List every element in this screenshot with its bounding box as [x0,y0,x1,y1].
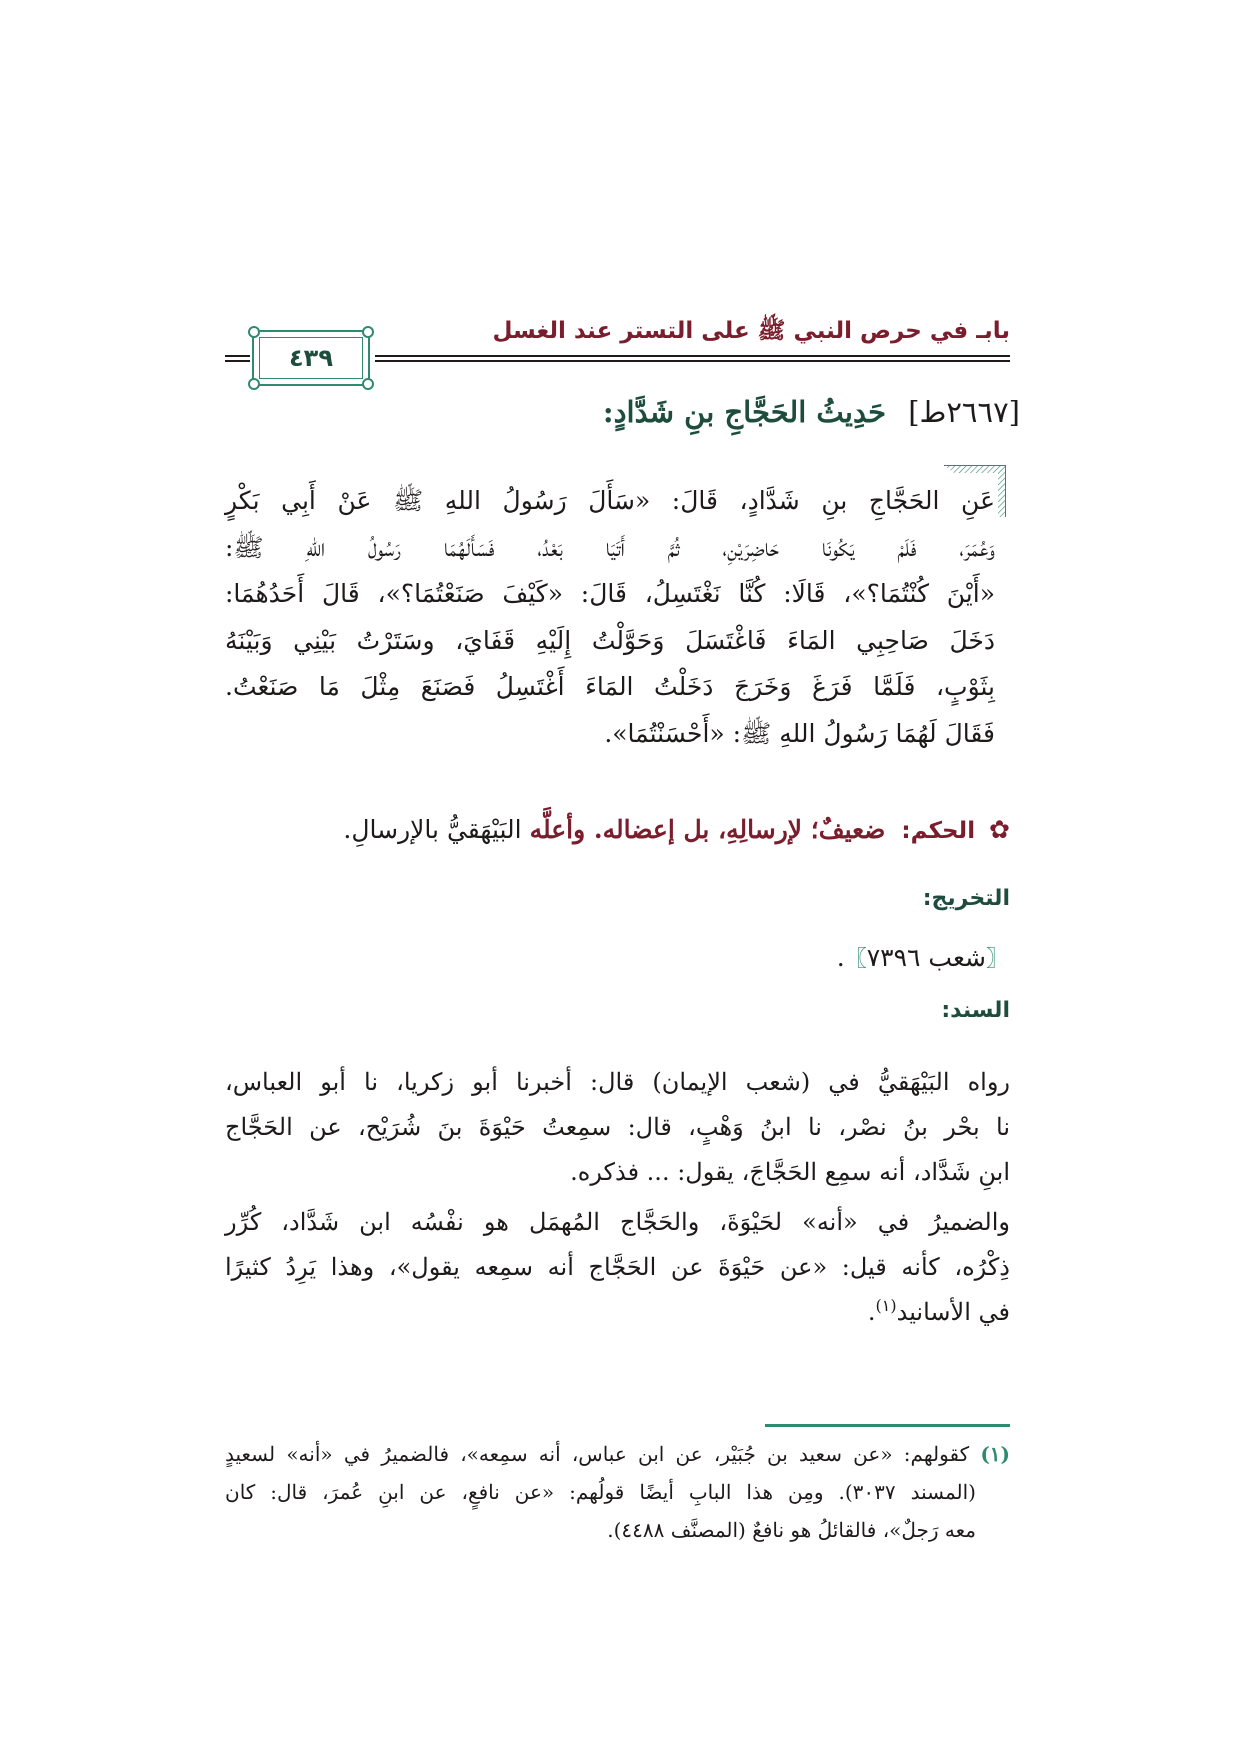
footnote [225,1435,1010,1549]
matn-line: بِثَوْبٍ، فَلَمَّا فَرَغَ وَخَرَجَ دَخَلْتُ المَاءَ أَغْتَسِلُ فَصَنَعَ مِثْلَ مَا صَنَعْتُ. [225,672,995,701]
hadith-number: [٢٦٦٧ط] [908,395,1020,429]
header-rule [375,360,1010,362]
footnote-line [225,1435,1010,1473]
footnote-line-text: كقولهم: «عن سعيد بن جُبَيْر، عن ابن عباس، أنه سمِعه»، فالضميرُ في «أنه» لسعيدٍ [225,1442,970,1466]
footnote-marker[interactable]: (١) [875,1296,897,1315]
badge-corner-icon [362,326,374,338]
sanad-line: نا بحْر بنُ نصْر، نا ابنُ وَهْبٍ، قال: سمِعتُ حَيْوَةَ بنَ شُرَيْح، عن الحَجَّاج [225,1113,1010,1141]
header-rule [225,355,250,357]
takhrij-ref-text: شعب ٧٣٩٦ [866,943,986,972]
matn-line: «أَيْنَ كُنْتُمَا؟»، قَالَا: كُنَّا نَغْتَسِلُ، قَالَ: «كَيْفَ صَنَعْتُمَا؟»، قَالَ أَحَدُهُمَا: [225,579,995,608]
commentary-paragraph [225,1200,1010,1335]
running-header-title: بابـ في حرص النبي ﷺ على التستر عند الغسل [492,318,1010,344]
takhrij-heading: التخريج: [922,886,1010,911]
ruling [225,810,1010,851]
sanad-heading: السند: [941,998,1010,1023]
footnote-number: (١) [980,1442,1011,1466]
sanad-line: رواه البَيْهَقيُّ في (شعب الإيمان) قال: أخبرنا أبو زكريا، نا أبو العباس، [225,1068,1010,1096]
header-rule [225,360,250,362]
matn-line: دَخَلَ صَاحِبِي المَاءَ فَاغْتَسَلَ وَحَوَّلْتُ إِلَيْهِ قَفَايَ، وسَتَرْتُ بَيْنِي وَبَيْنَهُ [225,625,995,655]
commentary-line-text: في الأسانيد [896,1298,1010,1326]
commentary-end: . [867,1298,876,1326]
header-rule [375,355,1010,357]
bracket-close: 〗 [844,947,867,972]
hadith-matn [225,478,995,757]
matn-line: وَعُمَرَ، فَلَمْ يَكُونَا حَاضِرَيْنِ، ثُمَّ أَتَيَا بَعْدُ، فَسَأَلَهُمَا رَسُولُ اللهِ ﷺ: [225,532,995,562]
footnote-line: معه رَجلٌ»، فالقائلُ هو نافعٌ (المصنَّف ٤٤٨٨). [607,1518,976,1542]
page-number: ٤٣٩ [259,337,363,379]
hadith-heading [420,392,1020,432]
ruling-rest: البَيْهَقيُّ بالإرسالِ. [343,815,522,844]
footnote-line: (المسند ٣٠٣٧). ومِن هذا البابِ أيضًا قولُهم: «عن نافعٍ، عن ابنِ عُمرَ، قال: كان [225,1480,976,1504]
matn-line: فَقَالَ لَهُمَا رَسُولُ اللهِ ﷺ: «أَحْسَنْتُمَا». [604,718,995,748]
ruling-verdict: ضعيفٌ؛ لإرسالِهِ، بل إعضاله. وأعلَّه [529,815,886,844]
ruling-label: الحكم: [901,818,976,844]
takhrij-ref-end: . [836,943,845,972]
badge-corner-icon [362,378,374,390]
sanad-line: ابنِ شَدَّاد، أنه سمِع الحَجَّاجَ، يقول: ... فذكره. [570,1158,1010,1186]
badge-corner-icon [248,378,260,390]
page-number-badge [252,330,370,386]
commentary-line: ذِكْرُه، كأنه قيل: «عن حَيْوَةَ عن الحَجَّاج أنه سمِعه يقول»، وهذا يَرِدُ كثيرًا [225,1253,1010,1281]
sanad-paragraph [225,1060,1010,1195]
footnote-separator [765,1424,1010,1427]
hadith-title: حَدِيثُ الحَجَّاجِ بنِ شَدَّادٍ: [602,395,887,429]
commentary-line: والضميرُ في «أنه» لحَيْوَةَ، والحَجَّاج المُهمَل هو نفْسُه ابن شَدَّاد، كُرِّر [225,1208,1010,1236]
flower-ornament-icon: ✿ [989,815,1010,844]
matn-line: عَنِ الحَجَّاجِ بنِ شَدَّادٍ، قَالَ: «سَأَلَ رَسُولُ اللهِ ﷺ عَنْ أَبِي بَكْرٍ [225,486,995,515]
commentary-line-last [225,1290,1010,1335]
bracket-open: 〖 [985,947,1008,972]
takhrij-reference [700,940,1008,978]
